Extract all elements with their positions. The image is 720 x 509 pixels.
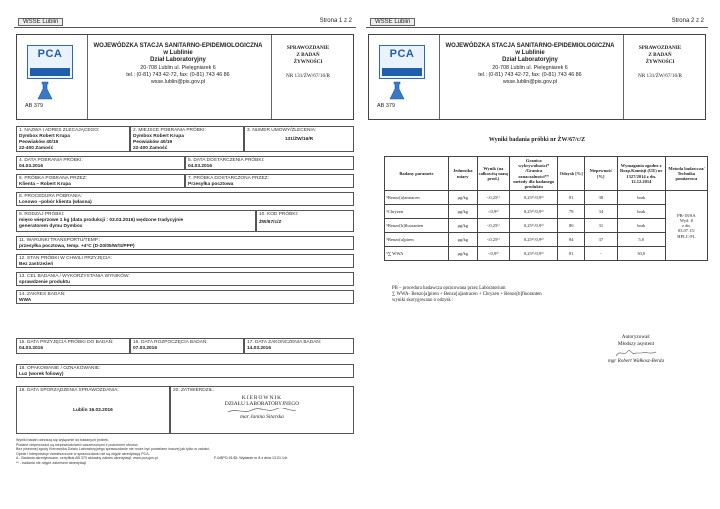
cell-recovery: 81 (558, 247, 585, 261)
field-value: Peowiaków 40/19 (133, 140, 173, 145)
method-line: HPLC-FL (677, 233, 696, 239)
footnote: Bez pisemnej zgody Kierownika Działu Laboratoryjnego sprawozdanie nie może być powielane inaczej jak tylko w całości. (16, 447, 210, 452)
cell-limit: 0,25¹⁾/0,9²⁾ (510, 247, 558, 261)
field-value: Peowiaków 40/19 (19, 140, 59, 145)
institution-short: WSSE Lublin (370, 18, 415, 26)
field-label: 14. ZAKRES BADAŃ: (19, 292, 66, 297)
field-value: 07.03.2016 (133, 346, 158, 351)
field-label: 20. ZATWIERDZIŁ: (173, 388, 214, 393)
field-label: 1. NAZWA I ADRES ZLECAJĄCEGO: (19, 128, 100, 133)
field-value: Losowo –pobór klienta (własna) (19, 200, 92, 205)
field-value: 04.03.2016 (188, 164, 213, 169)
field-value: Luz (worek foliowy) (19, 372, 64, 377)
cell-limit: 0,25¹⁾/0,9²⁾ (510, 219, 558, 233)
approval-stamp (207, 395, 317, 420)
stamp-title: KIEROWNIK (241, 395, 283, 401)
field-purpose (16, 272, 354, 286)
institution-name: WOJEWÓDZKA STACJA SANITARNO-EPIDEMIOLOGICZNA (445, 43, 615, 49)
cell-recovery: 84 (558, 233, 585, 247)
field-value: Dymbox Robert Krupa (19, 134, 70, 139)
field-value: Klienta – Robert Krupa (19, 182, 71, 187)
institution-phone: tel.: (0-81) 743 42-72, fax: (0-81) 743 46 86 (126, 71, 230, 78)
cell-result: <0,25¹⁾ (477, 233, 509, 247)
field-label: 2. MIEJSCE POBRANIA PRÓBKI: (133, 128, 206, 133)
field-label: 17. DATA ZAKOŃCZENIA BADAŃ: (247, 340, 322, 345)
page-header-line (14, 18, 356, 28)
cell-recovery: 80 (558, 219, 585, 233)
form-id: F-0/8PO-01/DL Wydanie nr 8 z dnia 13.01.14r. (214, 456, 288, 460)
field-sampling-place (130, 126, 244, 152)
authorizer-role: Młodszy asystent (617, 341, 655, 347)
col-header: Badany parametr (385, 157, 449, 191)
field-report-date (16, 386, 170, 434)
institution-address: 20-708 Lublin ul. Pielęgniarek 6 (492, 64, 568, 71)
cell-requirement: brak (617, 191, 665, 205)
field-sampling-date (16, 156, 185, 170)
field-label: 15. DATA PRZYJĘCIA PRÓBKI DO BADAŃ: (19, 340, 114, 345)
field-value: Lublin 16.03.2016 (73, 408, 113, 413)
field-label: 19. DATA SPORZĄDZENIA SPRAWOZDANIA: (19, 388, 119, 393)
cell-requirement: 5,0 (617, 233, 665, 247)
cell-recovery: 81 (558, 191, 585, 205)
institution-address: 20-708 Lublin ul. Pielęgniarek 6 (140, 64, 216, 71)
table-notes (392, 286, 692, 304)
pca-logo-text: PCA (37, 48, 63, 60)
field-value: Bez zastrzeżeń (19, 262, 54, 267)
field-label: 7. PRÓBKA DOSTARCZONA PRZEZ: (188, 176, 269, 181)
cell-limit: 0,25¹⁾/0,9²⁾ (510, 191, 558, 205)
cell-param: ᴬBenzo[b]fluoranten (385, 219, 449, 233)
field-delivery-date (185, 156, 354, 170)
field-label: 4. DATA POBRANIA PRÓBKI: (19, 158, 83, 163)
cell-limit: 0,25¹⁾/0,9²⁾ (510, 233, 558, 247)
page-header-line (366, 18, 708, 28)
report-number: NR 131/ŻW/67/16/R (286, 73, 330, 79)
field-label: 18. OPAKOWANIE / OZNAKOWANIE: (19, 366, 101, 371)
field-scope (16, 290, 354, 304)
cell-unit: µg/kg (448, 205, 477, 219)
field-label: 10. KOD PRÓBKI: (259, 212, 299, 217)
field-end-date (244, 338, 354, 354)
cell-limit: 0,25¹⁾/0,9²⁾ (510, 205, 558, 219)
cell-param: ᴬBenzo[a]piren (385, 233, 449, 247)
institution-email: wsse.lublin@pis.gov.pl (150, 79, 206, 86)
handwritten-signature (576, 348, 696, 358)
cell-unit: µg/kg (448, 247, 477, 261)
pca-logo-text: PCA (389, 48, 415, 60)
cell-recovery: 78 (558, 205, 585, 219)
field-acceptance-date (16, 338, 130, 354)
table-row (385, 247, 708, 261)
field-sample-type (16, 210, 256, 232)
institution-dept: Dział Laboratoryjny (502, 57, 558, 64)
report-title-3: ŻYWNOŚCI (293, 59, 323, 65)
field-value: mięso wieprzowe 1 kg (data produkcji : 03.03.2016) wędzone tradycyjnie (19, 218, 184, 223)
field-value: ŻW/67/c/Z (259, 220, 282, 225)
col-header: Jednostka miary (448, 157, 477, 191)
col-header: Metoda badawcza/ Technika pomiarowa (665, 157, 707, 191)
cell-uncertainty: - (584, 247, 617, 261)
field-value: 22-400 Zamość (133, 146, 168, 151)
col-header: Granica wykrywalności* /Granica oznaczalności** metody dla badanego produktu (510, 157, 558, 191)
field-value: 04.03.2016 (19, 164, 44, 169)
report-title: SPRAWOZDANIE (286, 45, 330, 51)
field-label: 3. NUMER UMOWY/ZLECENIA: (247, 128, 317, 133)
institution-email: wsse.lublin@pis.gov.pl (502, 79, 558, 86)
results-table (384, 156, 708, 261)
field-value: WWA (19, 298, 32, 303)
field-label: 11. WARUNKI TRANSPORTU/TEMP.: (19, 238, 101, 243)
table-row (385, 219, 708, 233)
field-sample-code (256, 210, 354, 232)
cell-result: <0,25¹⁾ (477, 219, 509, 233)
method-line: 03.07.15/ (677, 228, 695, 234)
field-packaging (16, 364, 354, 378)
cell-requirement: 30,0 (617, 247, 665, 261)
report-page-2 (366, 16, 708, 502)
field-sampled-by (16, 174, 185, 188)
institution-city: w Lublinie (163, 50, 193, 57)
col-header: Wynik (na całkowitą masę prod.) (477, 157, 509, 191)
field-label: 5. DATA DOSTARCZENIA PRÓBKI: (188, 158, 265, 163)
table-header-row (385, 157, 708, 191)
report-number: NR 131/ŻW/67/16/R (638, 73, 682, 79)
pca-badge (27, 45, 73, 79)
field-order-number (244, 126, 354, 152)
report-title-2: Z BADAŃ (648, 52, 672, 58)
field-transport (16, 236, 354, 250)
field-value: 04.03.2016 (19, 346, 44, 351)
table-row (385, 233, 708, 247)
field-sample-state (16, 254, 354, 268)
field-label: 6. PRÓBKA POBRANA PRZEZ: (19, 176, 87, 181)
field-client (16, 126, 130, 152)
report-title-block (619, 45, 701, 80)
note-line: wyniki skorygowano o odzysk : (392, 298, 454, 303)
page-number: Strona 2 z 2 (671, 18, 704, 24)
field-label: 12. STAN PRÓBKI W CHWILI PRZYJĘCIA: (19, 256, 112, 261)
handwritten-signature (207, 408, 317, 414)
institution-block (89, 43, 267, 86)
field-value: przesyłka pocztowa, temp. +4°C (D-20/05/W/S/PPP) (19, 244, 135, 249)
note-line: ∑ WWA- Benzo[a]piren + Benzo[a]antracen + Chryzen + Benzo[b]fluoranten (392, 292, 542, 297)
footnote: Wyniki badań odnoszą się wyłącznie do badanych próbek. (16, 438, 109, 442)
letterhead (16, 34, 354, 120)
cell-method (665, 191, 707, 261)
cell-uncertainty: 38 (584, 191, 617, 205)
cell-requirement: brak (617, 205, 665, 219)
cell-uncertainty: 31 (584, 219, 617, 233)
footnote: Podane niepewności są niepewnościami rozszerzonymi z poziomem ufności. (16, 442, 139, 447)
authorization-block (576, 334, 696, 365)
field-value: 22-400 Zamość (19, 146, 54, 151)
accreditation-number: AB 379 (25, 103, 44, 109)
accreditation-number: AB 379 (377, 103, 396, 109)
cell-uncertainty: 34 (584, 205, 617, 219)
cell-requirement: brak (617, 219, 665, 233)
cell-param: ᴬChryzen (385, 205, 449, 219)
letterhead (368, 34, 706, 120)
cell-result: <0,9²⁾ (477, 205, 509, 219)
col-header: Niepewność [%] (584, 157, 617, 191)
authorizer-name: mgr Robert Wałkosz-Berda (607, 358, 665, 364)
footnote: Opinie i interpretacje zamieszczone w sprawozdaniu nie są objęte akredytacją PCA. (16, 451, 150, 456)
institution-city: w Lublinie (515, 50, 545, 57)
institution-short: WSSE Lublin (18, 18, 63, 26)
institution-phone: tel.: (0-81) 743 42-72, fax: (0-81) 743 46 86 (478, 71, 582, 78)
cell-param: ᴬ∑ WWA (385, 247, 449, 261)
field-delivered-by (185, 174, 354, 188)
stamp-name: mar Janina Sitarska (240, 413, 284, 420)
cell-result: <0,9²⁾ (477, 247, 509, 261)
method-line: PB-18/SA (677, 212, 696, 218)
field-procedure (16, 192, 354, 206)
institution-dept: Dział Laboratoryjny (150, 57, 206, 64)
authorized-label: Autoryzował: (621, 334, 651, 340)
field-value: 131/ŻW/16/R (284, 137, 314, 142)
page-number: Strona 1 z 2 (319, 18, 352, 24)
method-line: z dn. (682, 223, 691, 229)
field-label: 9. RODZAJ PRÓBKI: (19, 212, 65, 217)
cell-param: ᴬBenzo[a]antracen (385, 191, 449, 205)
cell-result: <0,25¹⁾ (477, 191, 509, 205)
footnote: A - Badania akredytowane, certyfikat AB 379 aktualny zakres akredytacji: www.pca.gov.pl (16, 456, 158, 461)
field-value: sprawdzenie produktu (19, 280, 70, 285)
footnotes (16, 438, 316, 466)
pca-logo (373, 39, 433, 117)
stamp-dept: DZIAŁU LABORATORYJNEGO (224, 401, 300, 408)
pca-badge (379, 45, 425, 79)
table-row (385, 205, 708, 219)
field-label: 13. CEL BADANIA / WYKORZYSTANIA WYNIKÓW: (19, 274, 130, 279)
field-value: 14.03.2016 (247, 346, 272, 351)
report-title-2: Z BADAŃ (296, 52, 320, 58)
col-header: Wymagania zgodne z Rozp.Komisji (UE) nr 1327/2014 z dn. 12.12.2014 (617, 157, 665, 191)
field-label: 8. PROCEDURA POBRANIA: (19, 194, 83, 199)
footnote: ** - badania nie objęte zakresem akredytacji (16, 460, 87, 465)
report-title-block (267, 45, 349, 80)
col-header: Odzysk [%] (558, 157, 585, 191)
method-line: Wyd. 8 (679, 217, 693, 223)
cell-uncertainty: 37 (584, 233, 617, 247)
field-start-date (130, 338, 244, 354)
field-value: Dymbox Robert Krupa (133, 134, 184, 139)
field-value: Przesyłka pocztowa (188, 182, 234, 187)
pca-logo (21, 39, 81, 117)
table-row (385, 191, 708, 205)
field-label: 16. DATA ROZPOCZĘCIA BADAŃ: (133, 340, 208, 345)
institution-block (441, 43, 619, 86)
results-title: Wyniki badania próbki nr ŻW/67/c/Z (488, 137, 586, 143)
cell-unit: µg/kg (448, 219, 477, 233)
institution-name: WOJEWÓDZKA STACJA SANITARNO-EPIDEMIOLOGICZNA (93, 43, 263, 49)
flask-icon (389, 81, 405, 101)
field-value: generatorem dymu Dymbox (19, 224, 83, 229)
flask-icon (37, 81, 53, 101)
report-title: SPRAWOZDANIE (638, 45, 682, 51)
cell-unit: µg/kg (448, 233, 477, 247)
report-page-1 (14, 16, 356, 502)
cell-unit: µg/kg (448, 191, 477, 205)
note-line: PB – procedura badawcza opracowana przez Laboratorium (392, 286, 506, 291)
report-title-3: ŻYWNOŚCI (645, 59, 675, 65)
field-approved-by (170, 386, 354, 434)
